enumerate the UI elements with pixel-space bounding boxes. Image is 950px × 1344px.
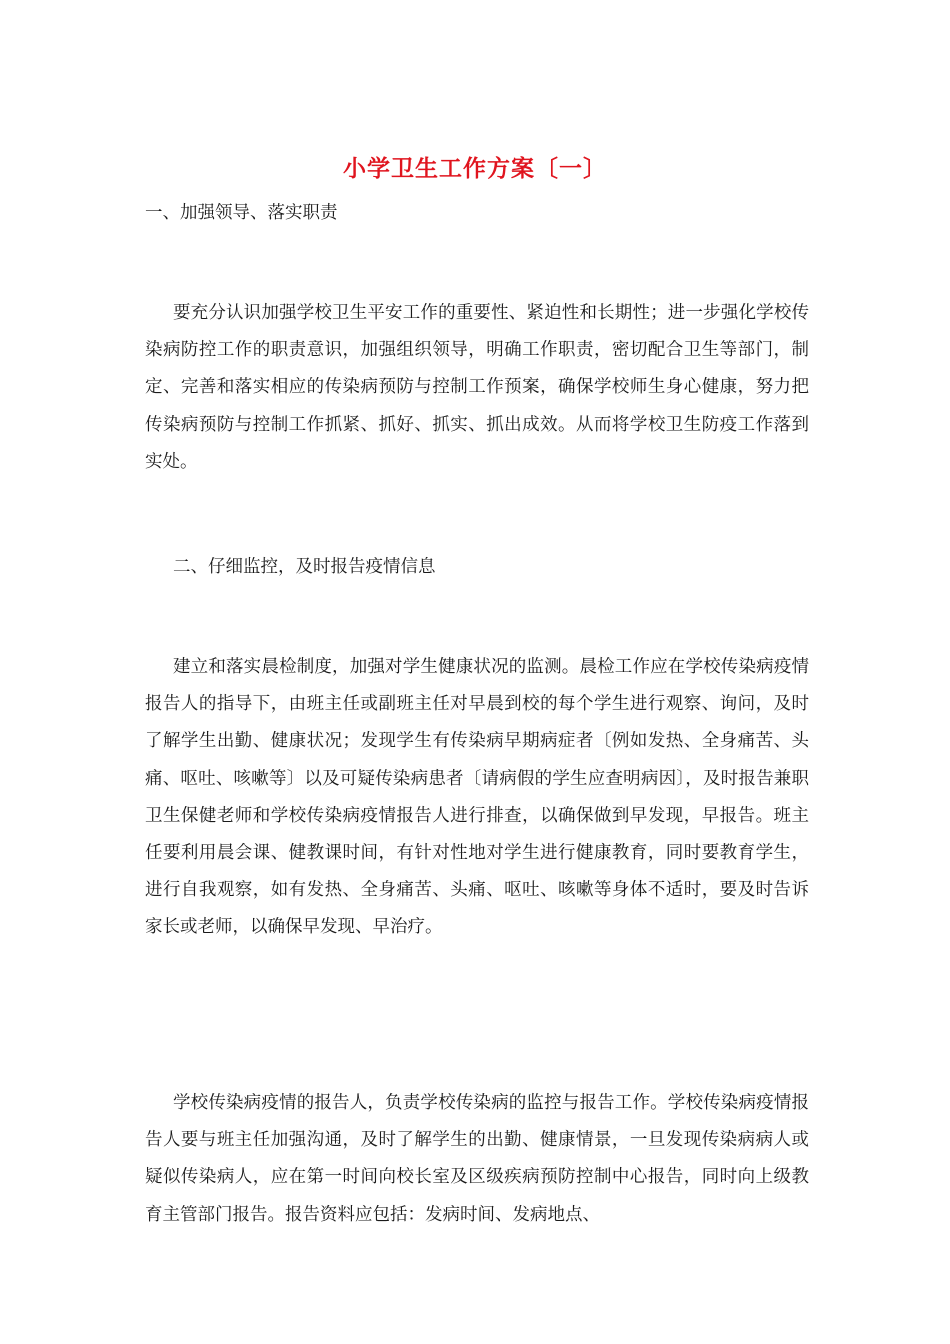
section-1-heading: 一、加强领导、落实职责 [145, 203, 338, 223]
section-2-heading: 二、仔细监控，及时报告疫情信息 [173, 557, 436, 577]
section-2-paragraph-2: 学校传染病疫情的报告人，负责学校传染病的监控与报告工作。学校传染病疫情报告人要与班主任加强沟通，及时了解学生的出勤、健康情景，一旦发现传染病病人或疑似传染病人，应在第一时间向校长室及区级疾病预防控制中心报告，同时向上级教育主管部门报告。报告资料应包括：发病时间、发病地点、 [145, 1093, 809, 1225]
document-title: 小学卫生工作方案〔一〕 [343, 155, 607, 182]
section-1-paragraph: 要充分认识加强学校卫生平安工作的重要性、紧迫性和长期性；进一步强化学校传染病防控工作的职责意识，加强组织领导，明确工作职责，密切配合卫生等部门，制定、完善和落实相应的传染病预防与控制工作预案，确保学校师生身心健康，努力把传染病预防与控制工作抓紧、抓好、抓实、抓出成效。从而将学校卫生防疫工作落到实处。 [145, 303, 809, 472]
section-2-paragraph-1: 建立和落实晨检制度，加强对学生健康状况的监测。晨检工作应在学校传染病疫情报告人的指导下，由班主任或副班主任对早晨到校的每个学生进行观察、询问，及时了解学生出勤、健康状况；发现学生有传染病早期病症者〔例如发热、全身痛苦、头痛、呕吐、咳嗽等〕以及可疑传染病患者〔请病假的学生应查明病因〕，及时报告兼职卫生保健老师和学校传染病疫情报告人进行排查，以确保做到早发现，早报告。班主任要利用晨会课、健教课时间，有针对性地对学生进行健康教育，同时要教育学生，进行自我观察，如有发热、全身痛苦、头痛、呕吐、咳嗽等身体不适时，要及时告诉家长或老师，以确保早发现、早治疗。 [145, 657, 809, 938]
